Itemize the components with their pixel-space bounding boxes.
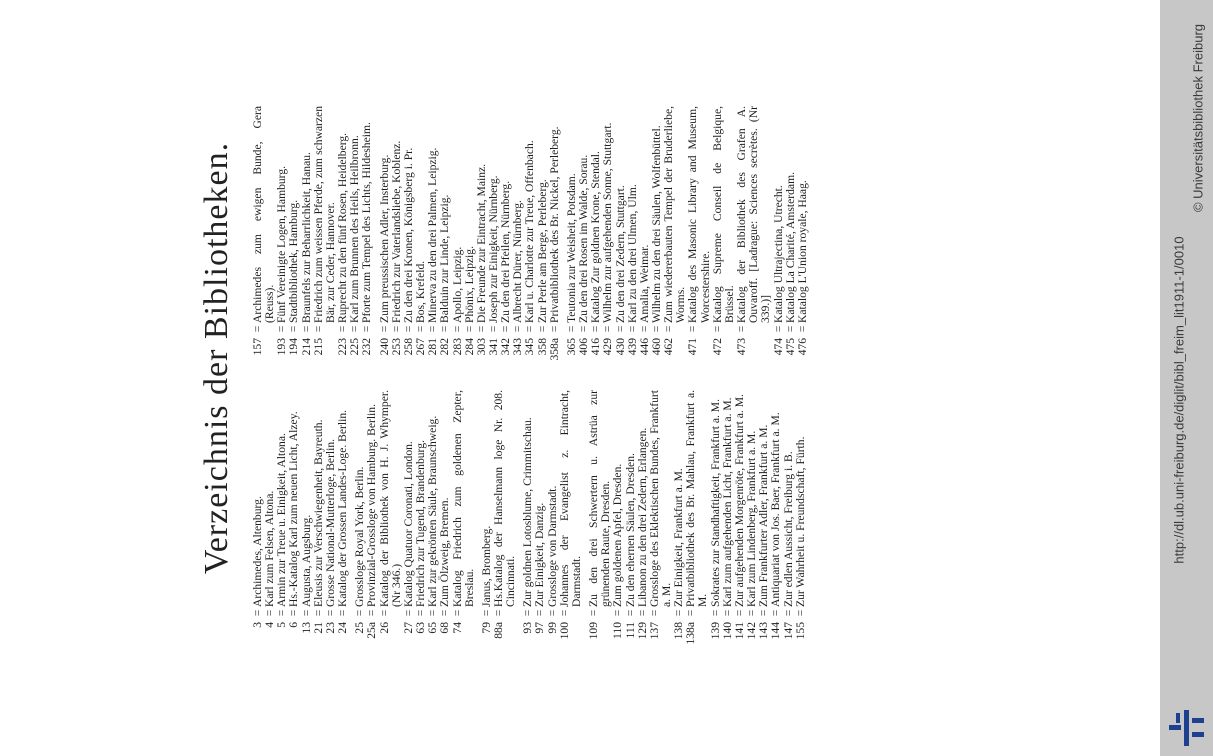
right-column-entry <box>773 106 785 378</box>
equals-sign: = <box>769 609 783 617</box>
entry-text: Zu den drei Kronen, Königsberg i. Pr. <box>401 147 415 323</box>
entry-text: Hs.-Katalog Karl zum neuen Licht, Alzey. <box>287 411 301 607</box>
equals-sign: = <box>545 609 559 617</box>
entry-text: Katalog der Bibliothek von H. J. Whymper. (Nr 346.) <box>377 390 403 607</box>
entry-number: 100 <box>557 622 571 640</box>
entry-text: Zu den drei Schwertern u. Astrüa zur grünenden Raute, Dresden. <box>587 390 613 607</box>
entry-text: Katalog Friedrich zum goldenen Zepter, Breslau. <box>450 390 476 607</box>
entry-number: 3 <box>251 622 264 628</box>
right-column-entry <box>379 106 391 378</box>
right-column-entry <box>615 106 627 378</box>
entry-text: Zur Wahrheit u. Freundschaft, Fürth. <box>793 436 807 607</box>
entry-text: Ruprecht zu den fünf Rosen, Heidelberg. <box>336 132 350 323</box>
equals-sign: = <box>311 609 325 617</box>
entry-text: Johannes der Evangelist z. Eintracht, Darmstadt. <box>557 390 583 607</box>
left-column-entry <box>337 390 349 662</box>
entry-text: Karl zur gekrönten Säule, Braunschweig. <box>426 415 440 607</box>
entry-text: Apollo, Leipzig. <box>450 246 464 323</box>
entry-number: 194 <box>287 338 301 356</box>
equals-sign: = <box>299 325 313 333</box>
entry-text: Friedrich zur Vaterlandsliebe, Koblenz. <box>389 140 403 323</box>
entry-text: Hs.Katalog der Hanselmann loge Nr. 208. Cincinnati. <box>491 390 518 607</box>
equals-sign: = <box>414 325 428 333</box>
equals-sign: = <box>650 325 663 333</box>
entry-number: 129 <box>635 622 649 640</box>
right-column-entry <box>712 106 736 378</box>
entry-text: Grossloge von Darmstadt. <box>545 485 559 607</box>
left-column-entry <box>770 390 782 662</box>
entry-text: Stadtbibliothek, Hamburg. <box>287 199 301 323</box>
entry-number: 99 <box>545 622 559 634</box>
entry-number: 342 <box>499 338 513 356</box>
entry-number: 109 <box>587 622 601 640</box>
equals-sign: = <box>353 609 367 617</box>
right-column-entry <box>524 106 536 378</box>
entry-number: 282 <box>438 338 452 356</box>
entry-text: Wilhelm zur aufgehenden Sonne, Stuttgart. <box>601 122 615 323</box>
equals-sign: = <box>287 325 301 333</box>
entry-text: Privatbibliothek des Br. Nickel, Perleberg. <box>547 126 561 323</box>
entry-number: 471 <box>686 338 700 356</box>
right-column-entry <box>301 106 313 378</box>
entry-text: Karl zum aufgehenden Licht, Frankfurt a. M. <box>720 397 734 607</box>
equals-sign: = <box>732 609 746 617</box>
right-column-entry <box>602 106 614 378</box>
right-column-entry <box>687 106 711 378</box>
entry-number: 25 <box>353 622 367 634</box>
entry-number: 358 <box>535 338 549 356</box>
copyright-label: © Universitätsbibliothek Freiburg <box>1190 23 1206 213</box>
equals-sign: = <box>450 609 464 617</box>
page-title: Verzeichnis der Bibliotheken. <box>198 141 235 575</box>
equals-sign: = <box>360 325 374 333</box>
equals-sign: = <box>557 609 571 617</box>
equals-sign: = <box>377 609 391 617</box>
entry-text: Amalia, Weimar. <box>637 244 651 323</box>
entry-text: Katalog des Masonic Library and Museum, Worcestershire. <box>686 106 712 323</box>
right-column-entry <box>537 106 549 378</box>
left-column-entry <box>612 390 624 662</box>
equals-sign: = <box>389 325 403 333</box>
right-column-entry <box>797 106 809 378</box>
entry-text: Wilhelm zu den drei Säulen, Wolfenbüttel. <box>650 125 663 323</box>
entry-text: Zur Perle am Berge, Perleberg. <box>535 179 549 323</box>
equals-sign: = <box>623 609 637 617</box>
entry-number: 155 <box>793 622 807 640</box>
equals-sign: = <box>251 609 264 617</box>
left-column-entry <box>783 390 795 662</box>
entry-text: Karl u. Charlotte zur Treue, Offenbach. <box>523 140 537 323</box>
entry-text: Katalog Ultrajectina, Utrecht. <box>771 185 785 323</box>
entry-text: Grossloge Royal York, Berlin. <box>353 466 367 607</box>
equals-sign: = <box>462 325 476 333</box>
entry-text: Braunfels zur Beharrlichkeit, Hanau. <box>299 152 313 323</box>
equals-sign: = <box>251 325 264 333</box>
left-column-entry <box>685 390 709 662</box>
left-column-entry <box>301 390 313 662</box>
right-column-entry <box>736 106 772 378</box>
entry-number: 343 <box>511 338 525 356</box>
entry-text: Zum Ölzweig, Bremen. <box>438 497 452 607</box>
source-url-link[interactable]: http://dl.ub.uni-freiburg.de/diglit/bibl_freim_lit1911-1/0010 <box>1171 236 1187 564</box>
entry-number: 24 <box>336 622 350 634</box>
entry-number: 430 <box>613 338 627 356</box>
entry-number: 23 <box>323 622 337 634</box>
entry-text: Bos, Krefeld. <box>414 260 428 323</box>
equals-sign: = <box>426 609 440 617</box>
entry-number: 253 <box>389 338 403 356</box>
equals-sign: = <box>426 325 440 333</box>
left-column-entry <box>588 390 612 662</box>
left-column-entry <box>710 390 722 662</box>
left-column-entry <box>547 390 559 662</box>
entry-text: Katalog Supreme Conseil de Belgique, Brüssel. <box>710 106 736 323</box>
right-column-entry <box>288 106 300 378</box>
equals-sign: = <box>521 609 535 617</box>
equals-sign: = <box>564 325 578 333</box>
entry-text: Augusta, Augsburg. <box>299 514 313 607</box>
entry-text: Archimedes zum ewigen Bunde, Gera (Reuss). <box>251 106 277 323</box>
equals-sign: = <box>684 609 698 617</box>
equals-sign: = <box>263 609 277 617</box>
entry-text: Zur Einigkeit, Frankfurt a. M. <box>672 468 686 607</box>
equals-sign: = <box>757 609 771 617</box>
right-column-entry <box>361 106 373 378</box>
entry-number: 143 <box>757 622 771 640</box>
right-column-entry <box>313 106 337 378</box>
right-column-entry <box>663 106 687 378</box>
entry-text: Zum wiedererbauten Tempel der Bruderliebe, Worms. <box>662 106 688 323</box>
entry-text: Phönix, Leipzig. <box>462 246 476 323</box>
entry-number: 4 <box>263 622 277 628</box>
entry-text: Albrecht Dürer, Nürnberg. <box>511 200 525 323</box>
entry-text: Archimedes, Altenburg. <box>251 496 264 607</box>
entry-text: Katalog der Grossen Landes-Loge. Berlin. <box>336 409 350 607</box>
entry-text: Katalog La Charité, Amsterdam. <box>783 172 797 323</box>
entry-number: 138a <box>684 622 698 645</box>
entry-number: 476 <box>795 338 809 356</box>
entry-number: 140 <box>720 622 734 640</box>
entry-text: Katalog der Bibliothek des Grafen A. Ouvaroff. [Ladrague: Sciences secrètes. (Nr 339.)] <box>735 106 773 323</box>
entry-number: 27 <box>401 622 415 634</box>
entry-number: 88a <box>491 622 505 639</box>
entry-number: 63 <box>414 622 428 634</box>
equals-sign: = <box>336 609 350 617</box>
equals-sign: = <box>479 609 493 617</box>
entry-text: Teutonia zur Weisheit, Potsdam. <box>564 173 578 323</box>
equals-sign: = <box>601 325 615 333</box>
entry-number: 138 <box>672 622 686 640</box>
entry-text: Pforte zum Tempel des Lichts, Hildesheim. <box>360 122 374 323</box>
entry-text: Karl zum Brunnen des Heils, Heilbronn. <box>348 135 362 323</box>
equals-sign: = <box>611 609 625 617</box>
entry-text: Karl zum Felsen, Altona. <box>263 490 277 607</box>
entry-number: 446 <box>637 338 651 356</box>
entry-number: 139 <box>708 622 722 640</box>
equals-sign: = <box>613 325 627 333</box>
equals-sign: = <box>275 325 289 333</box>
entry-number: 13 <box>299 622 313 634</box>
left-column-entry <box>534 390 546 662</box>
equals-sign: = <box>336 325 350 333</box>
equals-sign: = <box>589 325 603 333</box>
equals-sign: = <box>686 325 700 333</box>
equals-sign: = <box>414 609 428 617</box>
equals-sign: = <box>377 325 391 333</box>
entry-number: 240 <box>377 338 391 356</box>
entry-number: 281 <box>426 338 440 356</box>
entry-number: 358a <box>547 338 561 361</box>
entry-number: 97 <box>533 622 547 634</box>
equals-sign: = <box>533 609 547 617</box>
equals-sign: = <box>577 325 591 333</box>
entry-number: 284 <box>462 338 476 356</box>
entry-text: Minerva zu den drei Palmen, Leipzig. <box>426 147 440 323</box>
equals-sign: = <box>474 325 488 333</box>
equals-sign: = <box>662 325 676 333</box>
left-column-entry <box>795 390 807 662</box>
equals-sign: = <box>547 325 561 333</box>
entry-number: 473 <box>735 338 749 356</box>
entry-text: Karl zum Lindenberg, Frankfurt a. M. <box>745 430 759 607</box>
entry-number: 267 <box>414 338 428 356</box>
entry-number: 25a <box>365 622 379 639</box>
equals-sign: = <box>535 325 549 333</box>
equals-sign: = <box>275 609 289 617</box>
equals-sign: = <box>793 609 807 617</box>
right-column-entry <box>464 106 476 378</box>
entry-text: Friedrich zur Tugend, Brandenburg. <box>414 440 428 607</box>
equals-sign: = <box>783 325 797 333</box>
equals-sign: = <box>647 609 661 617</box>
entry-text: Zu den drei Rosen im Walde, Sorau. <box>577 154 591 323</box>
entry-number: 283 <box>450 338 464 356</box>
equals-sign: = <box>781 609 795 617</box>
right-column-entry <box>439 106 451 378</box>
entry-number: 74 <box>450 622 464 634</box>
entry-number: 439 <box>625 338 639 356</box>
entry-number: 79 <box>479 622 493 634</box>
entry-text: Zur Einigkeit, Danzig. <box>533 502 547 607</box>
entry-number: 223 <box>336 338 350 356</box>
entry-text: Antiquariat von Jos. Baer, Frankfurt a. M. <box>769 412 783 607</box>
equals-sign: = <box>708 609 722 617</box>
entry-text: Zu den drei Pfeilen, Nürnberg. <box>499 180 513 323</box>
entry-number: 137 <box>647 622 661 640</box>
entry-number: 232 <box>360 338 374 356</box>
entry-text: Zu den ehernen Säulen, Dresden. <box>623 453 637 607</box>
equals-sign: = <box>771 325 785 333</box>
entry-text: Libanon zu den drei Zedern, Erlangen. <box>635 427 649 607</box>
equals-sign: = <box>795 325 809 333</box>
entry-text: Katalog Zur goldnen Krone, Stendal. <box>589 151 603 323</box>
entry-text: Katalog Quatuor Coronati, London. <box>401 441 415 607</box>
left-column-entry <box>379 390 403 662</box>
entry-text: Sokrates zur Standhaftigkeit, Frankfurt a. M. <box>708 399 722 607</box>
entry-number: 345 <box>523 338 537 356</box>
equals-sign: = <box>401 325 415 333</box>
equals-sign: = <box>450 325 464 333</box>
right-column <box>252 106 809 378</box>
entry-text: Janus, Bromberg. <box>479 525 493 607</box>
entry-text: Zur goldnen Lotosblume, Crimmitschau. <box>521 417 535 607</box>
entry-text: Fünf Vereinigte Logen, Hamburg. <box>275 165 289 323</box>
right-column-entry <box>452 106 464 378</box>
equals-sign: = <box>587 609 601 617</box>
equals-sign: = <box>491 609 505 617</box>
entry-number: 215 <box>311 338 325 356</box>
entry-number: 5 <box>275 622 289 628</box>
entry-text: Karl zu den drei Ulmen, Ulm. <box>625 184 639 323</box>
entry-text: Zum preussischen Adler, Insterburg. <box>377 154 391 323</box>
equals-sign: = <box>745 609 759 617</box>
equals-sign: = <box>401 609 415 617</box>
entry-number: 157 <box>251 338 264 356</box>
entry-number: 93 <box>521 622 535 634</box>
entry-number: 142 <box>745 622 759 640</box>
entry-text: Eleusis zur Verschwiegenheit, Bayreuth. <box>311 419 325 607</box>
ub-freiburg-logo-icon <box>1167 708 1207 748</box>
right-column-entry <box>549 106 561 378</box>
equals-sign: = <box>499 325 513 333</box>
entry-number: 429 <box>601 338 615 356</box>
entry-number: 460 <box>650 338 663 356</box>
entry-number: 144 <box>769 622 783 640</box>
entry-text: Katalog L'Union royale, Haag. <box>795 180 809 323</box>
left-column-entry <box>288 390 300 662</box>
entry-text: Friedrich zum weissen Pferde, zum schwarzen Bär, zur Ceder, Hannover. <box>311 106 337 323</box>
entry-text: Zur edlen Aussicht, Freiburg i. B. <box>781 451 795 607</box>
entry-number: 474 <box>771 338 785 356</box>
entry-text: Zum goldenen Apfel, Dresden. <box>611 463 625 607</box>
left-column-entry <box>559 390 583 662</box>
entry-text: Grossloge des Eklektischen Bundes, Frankfurt a. M. <box>647 390 673 607</box>
entry-text: Zu den drei Zedern, Stuttgart. <box>613 185 627 323</box>
equals-sign: = <box>323 609 337 617</box>
entry-number: 472 <box>710 338 724 356</box>
entry-text: Privatbibliothek des Br. Mahlau, Frankfurt a. M. <box>684 390 710 607</box>
entry-number: 6 <box>287 622 301 628</box>
entry-number: 110 <box>611 622 625 639</box>
entry-text: Joseph zur Einigkeit, Nürnberg. <box>486 175 500 323</box>
entry-number: 416 <box>589 338 603 356</box>
entry-number: 303 <box>474 338 488 356</box>
left-column-entry <box>439 390 451 662</box>
left-column-entry <box>493 390 517 662</box>
equals-sign: = <box>438 609 452 617</box>
rotated-page-content <box>190 78 990 678</box>
entry-text: Grosse National-Mutterloge, Berlin. <box>323 438 337 607</box>
equals-sign: = <box>438 325 452 333</box>
equals-sign: = <box>710 325 724 333</box>
entry-number: 406 <box>577 338 591 356</box>
equals-sign: = <box>720 609 734 617</box>
equals-sign: = <box>635 609 649 617</box>
entry-number: 225 <box>348 338 362 356</box>
entry-number: 341 <box>486 338 500 356</box>
entry-number: 365 <box>564 338 578 356</box>
entry-number: 68 <box>438 622 452 634</box>
equals-sign: = <box>625 325 639 333</box>
equals-sign: = <box>287 609 301 617</box>
left-column <box>252 390 807 662</box>
equals-sign: = <box>486 325 500 333</box>
left-column-entry <box>649 390 673 662</box>
entry-number: 111 <box>623 622 637 639</box>
entry-number: 141 <box>732 622 746 640</box>
left-column-entry <box>625 390 637 662</box>
entry-number: 462 <box>662 338 676 356</box>
right-column-entry <box>252 106 276 378</box>
left-column-entry <box>452 390 476 662</box>
entry-number: 214 <box>299 338 313 356</box>
entry-number: 65 <box>426 622 440 634</box>
entry-text: Zur aufgehenden Morgenröte, Frankfurt a. M. <box>732 394 746 607</box>
entry-text: Die Freunde zur Eintracht, Mainz. <box>474 163 488 323</box>
equals-sign: = <box>735 325 749 333</box>
equals-sign: = <box>523 325 537 333</box>
entry-text: Armin zur Treue u. Einigkeit, Altona. <box>275 433 289 607</box>
left-column-entry <box>366 390 378 662</box>
entry-number: 475 <box>783 338 797 356</box>
entry-text: Zum Frankfurter Adler, Frankfurt a. M. <box>757 424 771 607</box>
equals-sign: = <box>299 609 313 617</box>
equals-sign: = <box>637 325 651 333</box>
equals-sign: = <box>672 609 686 617</box>
entry-number: 147 <box>781 622 795 640</box>
equals-sign: = <box>365 609 379 617</box>
equals-sign: = <box>311 325 325 333</box>
entry-number: 258 <box>401 338 415 356</box>
entry-number: 193 <box>275 338 289 356</box>
entry-number: 26 <box>377 622 391 634</box>
entry-text: Provinzial-Grossloge von Hamburg. Berlin. <box>365 404 379 607</box>
equals-sign: = <box>511 325 525 333</box>
equals-sign: = <box>348 325 362 333</box>
entry-text: Balduin zur Linde, Leipzig. <box>438 194 452 323</box>
entry-number: 21 <box>311 622 325 634</box>
